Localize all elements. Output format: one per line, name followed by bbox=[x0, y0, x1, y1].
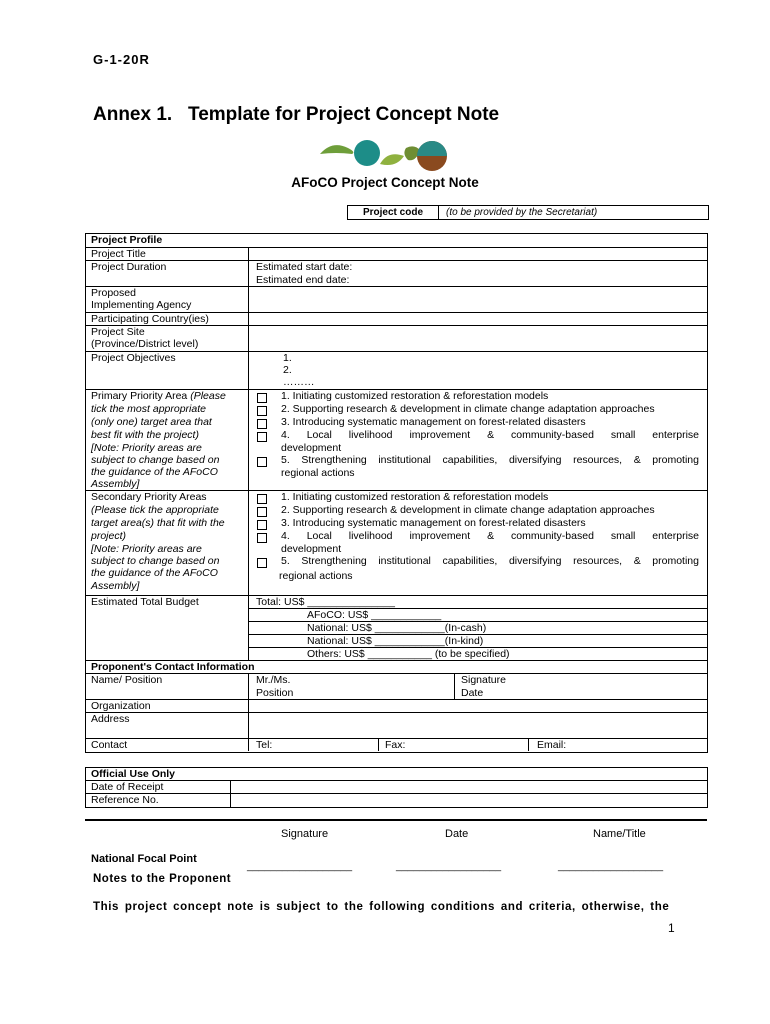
primary-checkbox-3[interactable] bbox=[257, 419, 267, 429]
end-date-field[interactable]: Estimated end date: bbox=[256, 274, 350, 286]
budget-national-kind[interactable]: National: US$ ____________(In-kind) bbox=[307, 635, 484, 647]
address-label: Address bbox=[91, 713, 130, 725]
name-position-label: Name/ Position bbox=[91, 674, 163, 686]
afoco-logo bbox=[318, 140, 452, 172]
secondary-option-5-cont: regional actions bbox=[279, 570, 353, 582]
secondary-option-4-cont: development bbox=[281, 543, 342, 555]
budget-others[interactable]: Others: US$ ___________ (to be specified) bbox=[307, 648, 510, 660]
project-code-box bbox=[347, 205, 709, 220]
project-title-field[interactable] bbox=[249, 248, 706, 260]
secondary-note-4: [Note: Priority areas are bbox=[91, 543, 202, 555]
primary-priority-label: Primary Priority Area (Please bbox=[91, 390, 226, 402]
date-field[interactable]: Date bbox=[461, 687, 484, 699]
signoff-divider bbox=[85, 819, 707, 821]
objectives-label: Project Objectives bbox=[91, 352, 176, 364]
primary-checkbox-1[interactable] bbox=[257, 393, 267, 403]
organization-field[interactable] bbox=[249, 700, 706, 712]
focal-signature-line[interactable]: __________________ bbox=[247, 860, 353, 872]
project-code-label: Project code bbox=[348, 206, 439, 219]
primary-option-3: 3. Introducing systematic management on forest-related disasters bbox=[281, 416, 586, 428]
secondary-option-1: 1. Initiating customized restoration & reforestation models bbox=[281, 491, 549, 503]
agency-label-1: Proposed bbox=[91, 287, 136, 299]
national-focal-point-label: National Focal Point bbox=[91, 853, 197, 865]
primary-note-2: (only one) target area that bbox=[91, 416, 212, 428]
objective-more: ……… bbox=[283, 376, 315, 388]
logo-circle-2 bbox=[354, 140, 380, 166]
logo-circle-5-top bbox=[417, 141, 447, 156]
project-title-label: Project Title bbox=[91, 248, 146, 260]
site-field[interactable] bbox=[249, 326, 706, 351]
primary-option-4-cont: development bbox=[281, 442, 342, 454]
document-id: G-1-20R bbox=[93, 52, 150, 67]
date-of-receipt-label: Date of Receipt bbox=[91, 781, 164, 793]
secondary-option-5: 5. Strengthening institutional capabilities, diversifying resources, & promoting bbox=[281, 555, 699, 567]
logo-leaf-3 bbox=[380, 154, 404, 165]
mr-ms-field[interactable]: Mr./Ms. bbox=[256, 674, 291, 686]
signoff-date-label: Date bbox=[445, 828, 469, 840]
focal-name-line[interactable]: __________________ bbox=[558, 860, 664, 872]
signoff-name-title-label: Name/Title bbox=[593, 828, 646, 840]
budget-national-cash[interactable]: National: US$ ____________(In-cash) bbox=[307, 622, 487, 634]
signature-field[interactable]: Signature bbox=[461, 674, 506, 686]
contact-header: Proponent's Contact Information bbox=[91, 661, 255, 673]
primary-note-7: Assembly] bbox=[91, 478, 140, 490]
secondary-priority-label: Secondary Priority Areas bbox=[91, 491, 207, 503]
agency-field[interactable] bbox=[249, 287, 706, 312]
primary-note-1: tick the most appropriate bbox=[91, 403, 206, 415]
secondary-checkbox-5[interactable] bbox=[257, 558, 267, 568]
primary-option-4: 4. Local livelihood improvement & community-based small enterprise bbox=[281, 429, 699, 441]
address-field[interactable] bbox=[249, 713, 706, 738]
secondary-checkbox-2[interactable] bbox=[257, 507, 267, 517]
secondary-note-5: subject to change based on bbox=[91, 555, 220, 567]
secondary-note-1: (Please tick the appropriate bbox=[91, 504, 219, 516]
secondary-option-2: 2. Supporting research & development in climate change adaptation approaches bbox=[281, 504, 655, 516]
primary-checkbox-2[interactable] bbox=[257, 406, 267, 416]
objective-2[interactable]: 2. bbox=[283, 364, 292, 376]
page-number: 1 bbox=[668, 921, 675, 935]
secondary-option-3: 3. Introducing systematic management on forest-related disasters bbox=[281, 517, 586, 529]
budget-total[interactable]: Total: US$ _______________ bbox=[256, 596, 395, 608]
site-label-1: Project Site bbox=[91, 326, 145, 338]
objective-1[interactable]: 1. bbox=[283, 352, 292, 364]
project-duration-label: Project Duration bbox=[91, 261, 167, 273]
primary-option-1: 1. Initiating customized restoration & reforestation models bbox=[281, 390, 549, 402]
secondary-checkbox-4[interactable] bbox=[257, 533, 267, 543]
budget-label: Estimated Total Budget bbox=[91, 596, 199, 608]
primary-option-5-cont: regional actions bbox=[281, 467, 355, 479]
site-label-2: (Province/District level) bbox=[91, 338, 199, 350]
primary-note-5: subject to change based on bbox=[91, 454, 220, 466]
contact-label: Contact bbox=[91, 739, 128, 751]
agency-label-2: Implementing Agency bbox=[91, 299, 192, 311]
secondary-option-4: 4. Local livelihood improvement & community-based small enterprise bbox=[281, 530, 699, 542]
organization-label: Organization bbox=[91, 700, 151, 712]
project-profile-header: Project Profile bbox=[91, 234, 163, 246]
primary-option-2: 2. Supporting research & development in climate change adaptation approaches bbox=[281, 403, 655, 415]
project-code-value: (to be provided by the Secretariat) bbox=[446, 207, 598, 218]
focal-date-line[interactable]: __________________ bbox=[396, 860, 502, 872]
primary-checkbox-4[interactable] bbox=[257, 432, 267, 442]
secondary-checkbox-1[interactable] bbox=[257, 494, 267, 504]
reference-no-label: Reference No. bbox=[91, 794, 159, 806]
secondary-note-7: Assembly] bbox=[91, 580, 140, 592]
tel-field[interactable]: Tel: bbox=[256, 739, 273, 751]
notes-heading: Notes to the Proponent bbox=[93, 873, 232, 885]
budget-afoco[interactable]: AFoCO: US$ ____________ bbox=[307, 609, 442, 621]
fax-field[interactable]: Fax: bbox=[385, 739, 406, 751]
primary-checkbox-5[interactable] bbox=[257, 457, 267, 467]
countries-field[interactable] bbox=[249, 313, 706, 325]
notes-text: This project concept note is subject to the following conditions and criteria, otherwise, the bbox=[93, 901, 670, 913]
official-use-header: Official Use Only bbox=[91, 768, 176, 780]
primary-note-4: [Note: Priority areas are bbox=[91, 442, 202, 454]
logo-leaf-1 bbox=[320, 145, 353, 154]
page-title: Annex 1. Template for Project Concept Note bbox=[93, 104, 500, 125]
official-use-table bbox=[85, 767, 708, 808]
form-subtitle: AFoCO Project Concept Note bbox=[291, 175, 479, 190]
position-field[interactable]: Position bbox=[256, 687, 294, 699]
start-date-field[interactable]: Estimated start date: bbox=[256, 261, 353, 273]
secondary-note-2: target area(s) that fit with the bbox=[91, 517, 225, 529]
email-field[interactable]: Email: bbox=[537, 739, 567, 751]
secondary-note-6: the guidance of the AFoCO bbox=[91, 567, 218, 579]
secondary-checkbox-3[interactable] bbox=[257, 520, 267, 530]
primary-option-5: 5. Strengthening institutional capabilities, diversifying resources, & promoting bbox=[281, 454, 699, 466]
primary-note-6: the guidance of the AFoCO bbox=[91, 466, 218, 478]
primary-note-3: best fit with the project) bbox=[91, 429, 199, 441]
signoff-signature-label: Signature bbox=[281, 828, 329, 840]
countries-label: Participating Country(ies) bbox=[91, 313, 209, 325]
secondary-note-3: project) bbox=[91, 530, 127, 542]
